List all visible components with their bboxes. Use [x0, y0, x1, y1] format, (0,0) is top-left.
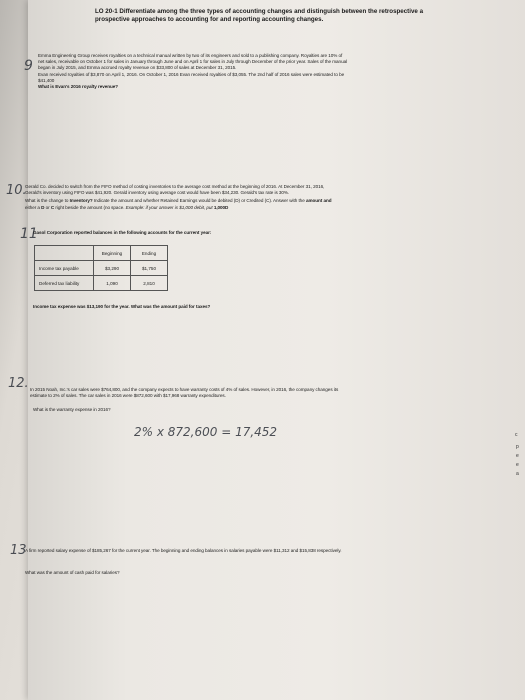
q9-question: What is Evan's 2016 royalty revenue? [38, 84, 118, 90]
q9-line-4: Evan received royalties of $3,870 on April 1, 2016. On October 1, 2016 Evan received royalties of $3,055. The 2nd half of 2016 sales were estimated to be [38, 71, 345, 77]
table-cell: 1,090 [94, 276, 131, 291]
question-10 [25, 184, 495, 211]
q11-question: Income tax expense was $13,190 for the year. What was the amount paid for taxes? [33, 304, 211, 309]
question-12-number: 12. [8, 376, 29, 391]
question-13-number: 13 [10, 543, 27, 558]
edge-letter: c [515, 432, 518, 438]
table-cell: Deferred tax liability [35, 276, 94, 291]
q9-line-2: net sales, receivable on October 1 for sales in January through June and on April 1 for sales in July through December of the prior year. Sales of the manual [38, 59, 348, 65]
q13-question: What was the amount of cash paid for salaries? [25, 570, 120, 575]
table-row [35, 276, 168, 291]
q9-line-5: $41,400 [38, 77, 55, 83]
q12-question: What is the warranty expense in 2016? [33, 407, 111, 412]
table-cell: Income tax payable [35, 261, 94, 276]
table-cell: $1,750 [131, 261, 168, 276]
table-header-cell: Ending [131, 246, 168, 261]
edge-letter: e [516, 462, 519, 468]
q11-intro: Gasol Corporation reported balances in the following accounts for the current year: [33, 230, 212, 235]
question-9 [38, 53, 493, 90]
table-cell: $3,290 [94, 261, 131, 276]
balances-table [34, 245, 168, 291]
q10-line-1: Gerald Co. decided to switch from the FIFO method of costing inventories to the average cost method at the beginning of 2016. At December 31, 2016, [25, 184, 325, 189]
q10-line-3: What is the change to Inventory? Indicate the amount and whether Retained Earnings would be debited (D) or Credited (C). Answer with the amount and [25, 198, 332, 204]
table-cell: 2,810 [131, 276, 168, 291]
worksheet-page [6, 0, 525, 700]
question-9-number: 9 [24, 58, 33, 74]
question-10-number: 10. [6, 183, 27, 198]
q9-line-3: began in July 2015, and Emma accrued royalty revenue on $33,800 of sales at December 31, 2015. [38, 65, 237, 71]
q12-line-2: estimate to 2% of sales. The car sales in 2016 were $872,600 with $17,968 warranty expenditures. [30, 393, 226, 399]
header-line-2: prospective approaches to accounting for and reporting accounting changes. [95, 16, 324, 23]
q9-line-1: Emma Engineering Group receives royalties on a technical manual written by two of its engineers and sold to a publishing company. Royalties are 10% of [38, 53, 343, 58]
table-header-cell: Beginning [94, 246, 131, 261]
table-header-cell [35, 246, 94, 261]
table-header-row [35, 246, 168, 261]
edge-letter: a [516, 471, 519, 477]
edge-letter: e [516, 453, 519, 459]
question-12 [30, 387, 490, 399]
q13-line: A firm reported salary expense of $185,267 for the current year. The beginning and ending balances in salaries payable were $11,312 and $15,838 respectively. [25, 548, 342, 553]
handwritten-answer: 2% x 872,600 = 17,452 [134, 425, 278, 439]
question-11-number: 11 [20, 226, 38, 242]
table-row [35, 261, 168, 276]
edge-letter: p [516, 444, 519, 450]
header-line-1: LO 20-1 Differentiate among the three types of accounting changes and distinguish between the retrospective a [95, 8, 424, 15]
q10-line-4: either a D or C right beside the amount (no space. Example: if your answer is $1,000 debit, put 1,000D [25, 204, 229, 210]
learning-objective-header [95, 8, 525, 24]
q10-line-2: Gerald's inventory using FIFO was $41,920. Gerald inventory using average cost would have been $34,230. Gerald's tax rate is 30%. [25, 190, 290, 196]
q12-line-1: In 2015 Noah, Inc.'s car sales were $764,800, and the company expects to have warranty costs of 4% of sales. However, in 2016, the company changes its [30, 387, 339, 392]
